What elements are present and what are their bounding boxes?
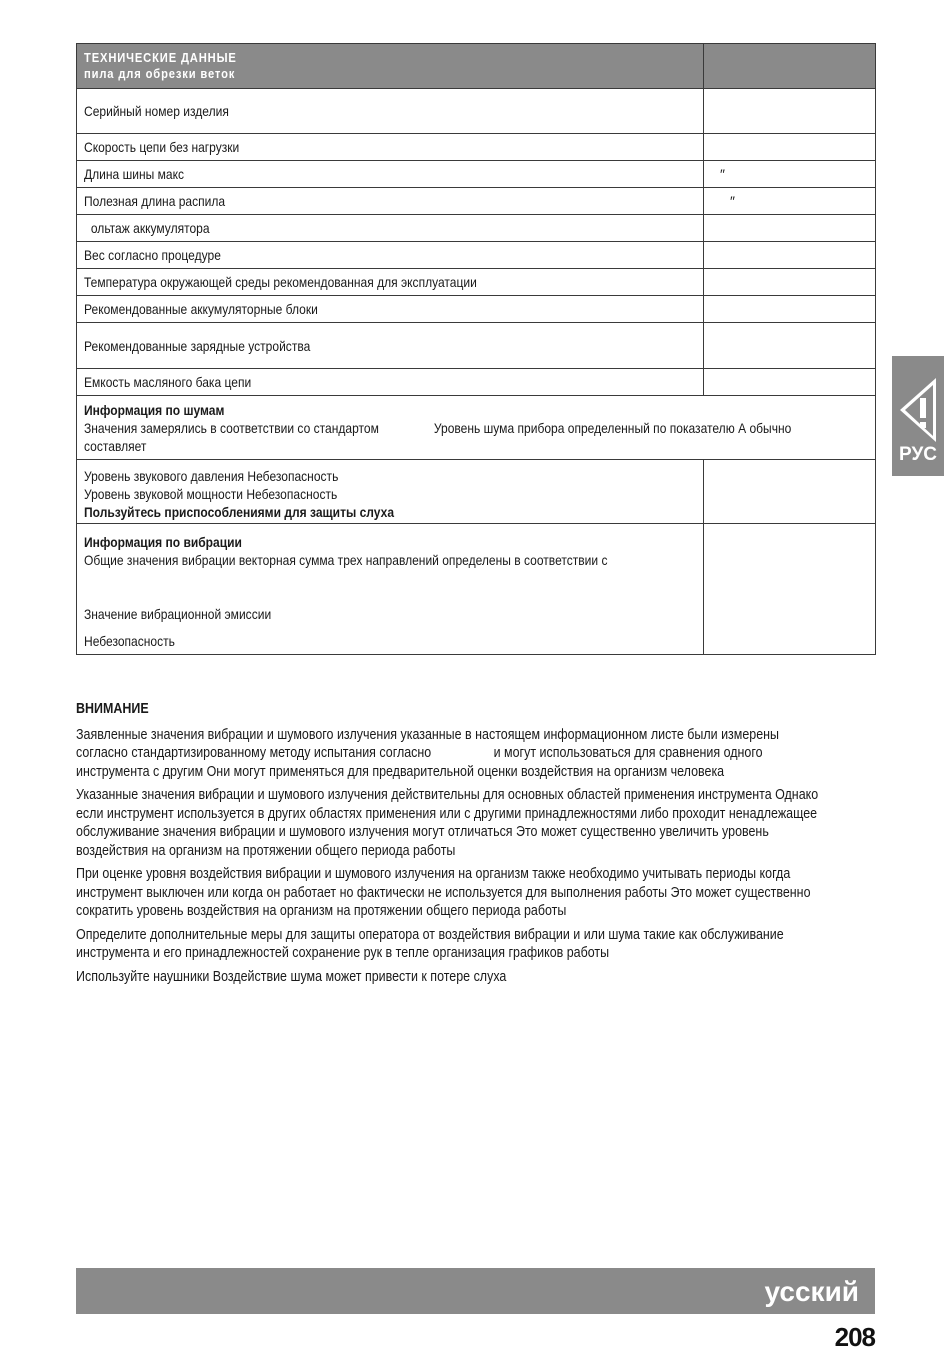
noise-description: Значения замерялись в соответствии со стандартом <box>84 419 379 436</box>
row-value <box>704 323 876 369</box>
notice-paragraph <box>76 968 876 987</box>
notice-title: ВНИМАНИЕ <box>76 701 149 717</box>
table-subtitle: пила для обрезки веток <box>84 66 236 81</box>
row-value: ″ <box>704 188 876 215</box>
notice-paragraph <box>76 926 876 963</box>
notice-line: инструмент выключен или когда он работает но фактически не используется для выполнения работы Это может существенно <box>76 884 811 901</box>
row-label: Длина шины макс <box>84 166 185 182</box>
vibration-info-row <box>77 524 876 655</box>
table-header-cell <box>77 44 704 89</box>
noise-description-end: составляет <box>84 437 147 454</box>
noise-info-row <box>77 396 876 460</box>
row-value: ″ <box>704 161 876 188</box>
table-row <box>77 269 876 296</box>
row-label: Емкость масляного бака цепи <box>84 374 252 390</box>
footer-language-name: усский <box>764 1276 859 1307</box>
noise-level-text: Уровень шума прибора определенный по показателю А обычно <box>433 419 792 436</box>
sound-pressure-label: Уровень звукового давления Небезопасность <box>84 467 339 484</box>
vibration-emission-label: Значение вибрационной эмиссии <box>84 606 272 622</box>
row-label: Скорость цепи без нагрузки <box>84 139 240 155</box>
vibration-description: Общие значения вибрации векторная сумма трех направлений определены в соответствии с <box>84 552 608 568</box>
table-row <box>77 89 876 134</box>
table-row <box>77 296 876 323</box>
vibration-values-value <box>704 524 876 655</box>
vibration-info-cell <box>77 524 704 655</box>
page-number: 208 <box>834 1322 875 1352</box>
row-label: Вес согласно процедуре <box>84 247 221 263</box>
table-row <box>77 242 876 269</box>
notice-line: воздействия на организм на протяжении общего периода работы <box>76 842 456 859</box>
row-label: ольтаж аккумулятора <box>90 220 210 236</box>
vibration-uncertainty-label: Небезопасность <box>84 633 175 649</box>
noise-values-value <box>704 460 876 524</box>
table-row <box>77 188 876 215</box>
language-side-tab <box>892 356 944 476</box>
notice-line: Заявленные значения вибрации и шумового излучения указанные в настоящем информационном листе были измерены <box>76 726 779 743</box>
notice-line: согласно стандартизированному методу испытания согласно и могут использоваться для сравнения одного <box>76 745 763 761</box>
noise-title: Информация по шумам <box>84 401 225 418</box>
notice-line: При оценке уровня воздействия вибрации и шумового излучения на организм также необходимо учитывать периоды когда <box>76 866 791 882</box>
row-value <box>704 215 876 242</box>
notice-section <box>76 700 876 991</box>
row-value <box>704 296 876 323</box>
table-row <box>77 369 876 396</box>
row-label: Температура окружающей среды рекомендованная для эксплуатации <box>84 274 477 290</box>
notice-line: инструмента и его принадлежностей сохранение рук в тепле организация графиков работы <box>76 945 610 961</box>
language-code: РУС <box>899 444 937 465</box>
table-title: ТЕХНИЧЕСКИЕ ДАННЫЕ <box>84 50 237 65</box>
table-header-row <box>77 44 876 89</box>
row-value <box>704 89 876 134</box>
notice-line: если инструмент используется в других областях применения или с другими принадлежностями либо проходит ненадлежащее <box>76 805 818 822</box>
noise-values-row <box>77 460 876 524</box>
technical-data-table <box>76 43 876 655</box>
row-label: Полезная длина распила <box>84 193 226 209</box>
noise-info-cell <box>77 396 876 460</box>
row-label: Серийный номер изделия <box>84 103 229 119</box>
table-row <box>77 134 876 161</box>
footer-language-bar <box>76 1268 875 1314</box>
row-value <box>704 242 876 269</box>
table-header-value <box>704 44 876 89</box>
notice-paragraph <box>76 726 876 782</box>
table-row <box>77 215 876 242</box>
noise-values-cell <box>77 460 704 524</box>
row-value <box>704 269 876 296</box>
hearing-protection-note: Пользуйтесь приспособлениями для защиты слуха <box>84 503 395 520</box>
notice-line: Указанные значения вибрации и шумового излучения действительны для основных областей применения инструмента Однако <box>76 787 819 803</box>
notice-paragraph <box>76 786 876 860</box>
row-label: Рекомендованные аккумуляторные блоки <box>84 301 318 317</box>
notice-line: сократить уровень воздействия на организм на протяжении общего периода работы <box>76 903 567 919</box>
notice-line: Определите дополнительные меры для защиты оператора от воздействия вибрации и или шума такие как обслуживание <box>76 926 784 943</box>
warning-triangle-icon <box>896 368 940 444</box>
table-row <box>77 161 876 188</box>
notice-line: инструмента с другим Они могут применяться для предварительной оценки воздействия на организм человека <box>76 763 725 780</box>
notice-line: обслуживание значения вибрации и шумового излучения могут отличаться Это может существенно увеличить уровень <box>76 824 769 840</box>
notice-paragraph <box>76 865 876 921</box>
table-row <box>77 323 876 369</box>
row-value <box>704 134 876 161</box>
row-label: Рекомендованные зарядные устройства <box>84 337 311 354</box>
notice-line: Используйте наушники Воздействие шума может привести к потере слуха <box>76 968 507 985</box>
vibration-title: Информация по вибрации <box>84 534 242 550</box>
sound-power-label: Уровень звуковой мощности Небезопасность <box>84 485 338 502</box>
row-value <box>704 369 876 396</box>
